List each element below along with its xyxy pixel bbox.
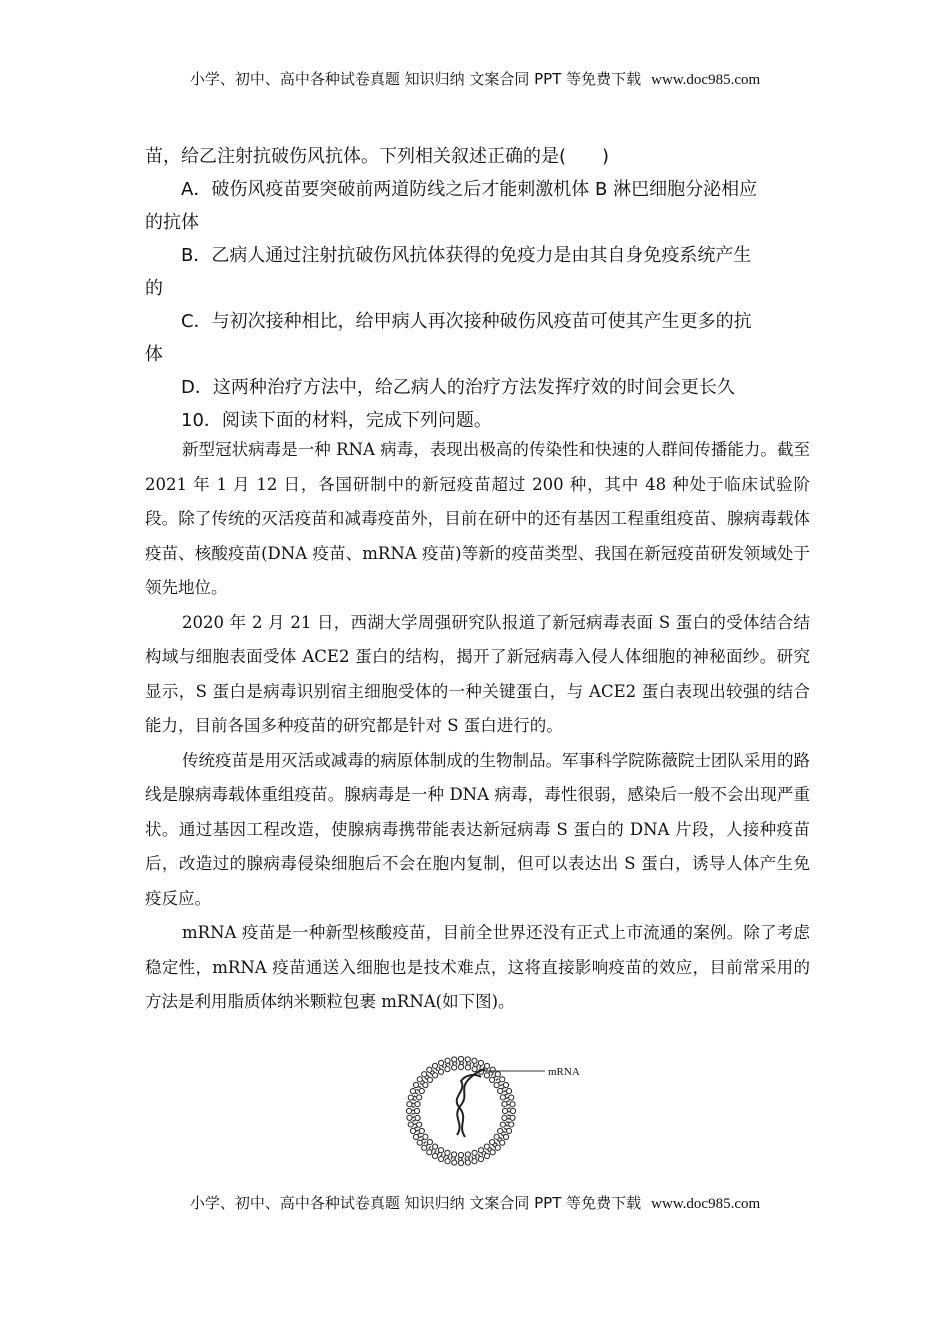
lipid-nanoparticle-figure — [405, 1053, 605, 1175]
lipid-head — [413, 1082, 418, 1087]
lipid-head — [465, 1160, 470, 1165]
lipid-head — [410, 1128, 415, 1133]
lipid-head — [502, 1102, 507, 1107]
lipid-head — [417, 1122, 422, 1127]
lipid-head — [417, 1095, 422, 1100]
lipid-head — [490, 1150, 495, 1155]
lipid-head — [478, 1060, 483, 1065]
lipid-head — [498, 1088, 503, 1093]
lipid-head — [484, 1144, 489, 1149]
option-c-line1: C．与初次接种相比，给甲病人再次接种破伤风疫苗可使其产生更多的抗 — [181, 311, 752, 332]
option-b-line2: 的 — [145, 278, 163, 299]
lipid-head — [410, 1089, 415, 1094]
lipid-head — [445, 1150, 450, 1155]
lipid-head — [495, 1145, 500, 1150]
lipid-head — [472, 1067, 477, 1072]
lipid-head — [439, 1060, 444, 1065]
article-paragraph-2: 2020 年 2 月 21 日，西湖大学周强研究队报道了新冠病毒表面 S 蛋白的受体结合结构域与细胞表面受体 ACE2 蛋白的结构，揭开了新冠病毒入侵人体细胞的神秘面纱。研究显示，S 蛋白是病毒识别宿主细胞受体的一种关键蛋白，与 ACE2 蛋白表现出较强的结合能力，目前各国多种疫苗的研究都是针对 S 蛋白进行的。 — [145, 612, 810, 735]
lipid-head — [445, 1058, 450, 1063]
lipid-head — [423, 1083, 428, 1088]
lipid-head — [509, 1095, 514, 1100]
lipid-head — [458, 1056, 463, 1061]
lipid-head — [407, 1102, 412, 1107]
lipid-head — [510, 1115, 515, 1120]
lipid-head — [472, 1058, 477, 1063]
page-header — [0, 68, 950, 89]
footer-text: 小学、初中、高中各种试卷真题 知识归纳 文案合同 PPT 等免费下载 — [189, 1194, 642, 1212]
lipid-head — [452, 1152, 457, 1157]
lipid-head — [472, 1159, 477, 1164]
lipid-head — [465, 1065, 470, 1070]
lipid-head — [414, 1108, 419, 1113]
lipid-head — [494, 1134, 499, 1139]
lipid-head — [438, 1069, 443, 1074]
article-paragraph-4: mRNA 疫苗是一种新型核酸疫苗，目前全世界还没有正式上市流通的案例。除了考虑稳定性，mRNA 疫苗通送入细胞也是技术难点，这将直接影响疫苗的效应，目前常采用的方法是利用脂质体纳米颗粒包裹 mRNA(如下图)。 — [145, 923, 810, 1011]
lipid-head — [417, 1077, 422, 1082]
lipid-head — [465, 1152, 470, 1157]
lipid-head — [427, 1067, 432, 1072]
lipid-head — [500, 1095, 505, 1100]
lipid-head — [490, 1140, 495, 1145]
lipid-head — [452, 1160, 457, 1165]
question-9 — [145, 140, 810, 437]
lipid-head — [502, 1108, 507, 1113]
article — [145, 433, 810, 1020]
lipid-head — [408, 1122, 413, 1127]
lipid-head — [415, 1102, 420, 1107]
lipid-head — [458, 1160, 463, 1165]
lipid-head — [445, 1067, 450, 1072]
question-10-stem: 10．阅读下面的材料，完成下列问题。 — [181, 410, 492, 431]
lipid-head — [498, 1128, 503, 1133]
lipid-head — [427, 1077, 432, 1082]
lipid-head — [500, 1122, 505, 1127]
question-9-stem-tail: 苗，给乙注射抗破伤风抗体。下列相关叙述正确的是( ) — [145, 146, 610, 167]
lipid-head — [458, 1152, 463, 1157]
lipid-head — [422, 1072, 427, 1077]
lipid-head — [432, 1063, 437, 1068]
lipid-head — [506, 1128, 511, 1133]
lipid-head — [478, 1148, 483, 1153]
lipid-head — [510, 1108, 515, 1113]
lipid-head — [500, 1140, 505, 1145]
lipid-head — [445, 1159, 450, 1164]
lipid-head — [484, 1153, 489, 1158]
lipid-head — [407, 1115, 412, 1120]
lipid-head — [432, 1153, 437, 1158]
lipid-head — [503, 1082, 508, 1087]
option-a-line1: A．破伤风疫苗要突破前两道防线之后才能刺激机体 B 淋巴细胞分泌相应 — [181, 179, 758, 200]
lipid-head — [452, 1065, 457, 1070]
lipid-head — [465, 1057, 470, 1062]
article-paragraph-1: 新型冠状病毒是一种 RNA 病毒，表现出极高的传染性和快速的人群间传播能力。截至 2021 年 1 月 12 日，各国研制中的新冠疫苗超过 200 种，其中 48 种处于临床试验阶段。除了传统的灭活疫苗和减毒疫苗外，目前在研中的还有基因工程重组疫苗、腺病毒载体疫苗、核酸疫苗(DNA 疫苗、mRNA 疫苗)等新的疫苗类型、我国在新冠疫苗研发领域处于领先地位。 — [145, 440, 810, 597]
mrna-strand-a — [457, 1069, 485, 1135]
article-paragraph-3: 传统疫苗是用灭活或减毒的病原体制成的生物制品。军事科学院陈薇院士团队采用的路线是腺病毒载体重组疫苗。腺病毒是一种 DNA 病毒，毒性很弱，感染后一般不会出现严重状。通过基因工程改造，使腺病毒携带能表达新冠病毒 S 蛋白的 DNA 片段，人接种疫苗后，改造过的腺病毒侵染细胞后不会在胞内复制，但可以表达出 S 蛋白，诱导人体产生免疫反应。 — [145, 750, 810, 908]
lipid-head — [419, 1088, 424, 1093]
lipid-head — [452, 1057, 457, 1062]
lipid-head — [502, 1115, 507, 1120]
header-text: 小学、初中、高中各种试卷真题 知识归纳 文案合同 PPT 等免费下载 — [189, 70, 642, 88]
lipid-head — [472, 1150, 477, 1155]
option-c-line2: 体 — [145, 344, 163, 365]
lipid-head — [503, 1134, 508, 1139]
lipid-head — [478, 1156, 483, 1161]
lipid-head — [419, 1128, 424, 1133]
lipid-head — [408, 1095, 413, 1100]
option-b-line1: B．乙病人通过注射抗破伤风抗体获得的免疫力是由其自身免疫系统产生 — [181, 245, 752, 266]
page-footer — [0, 1192, 950, 1213]
lipid-head — [415, 1115, 420, 1120]
lipid-head — [438, 1148, 443, 1153]
option-d-line1: D．这两种治疗方法中，给乙病人的治疗方法发挥疗效的时间会更长久 — [181, 377, 735, 398]
lipid-head — [510, 1102, 515, 1107]
lipid-head — [406, 1108, 411, 1113]
lipid-head — [413, 1134, 418, 1139]
lipid-head — [506, 1089, 511, 1094]
lipid-head — [458, 1064, 463, 1069]
mrna-label: mRNA — [548, 1066, 580, 1078]
option-a-line2: 的抗体 — [145, 212, 199, 233]
lipid-head — [433, 1073, 438, 1078]
lipid-head — [484, 1063, 489, 1068]
header-url[interactable]: www.doc985.com — [651, 72, 761, 88]
lipid-head — [439, 1156, 444, 1161]
lipid-nanoparticle-diagram — [405, 1053, 605, 1175]
lipid-head — [509, 1122, 514, 1127]
footer-url[interactable]: www.doc985.com — [651, 1196, 761, 1212]
